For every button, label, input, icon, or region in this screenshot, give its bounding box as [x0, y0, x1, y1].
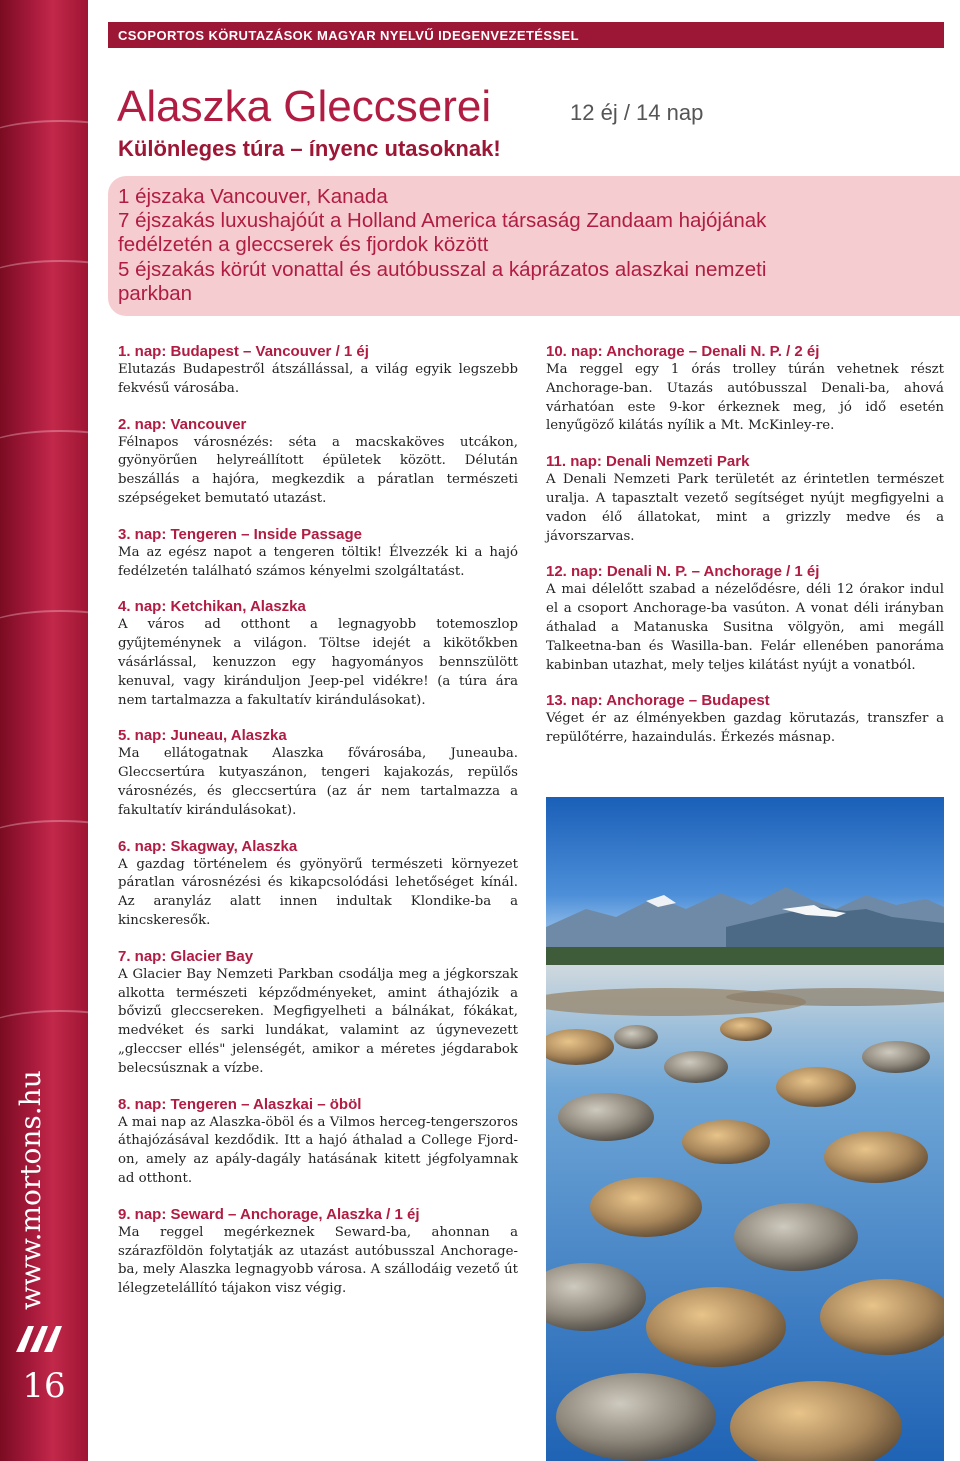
category-banner — [108, 22, 944, 48]
day-title: 8. nap: Tengeren – Alaszkai – öböl — [118, 1095, 362, 1113]
summary-line: 5 éjszakás körút vonattal és autóbusszal a káprázatos alaszkai nemzeti — [118, 258, 767, 281]
ribbon-decoration — [0, 1010, 88, 1052]
day-description: A mai nap az Alaszka-öböl és a Vilmos herceg-tengerszoros áthajózásával kezdődik. Itt a hajó áthalad a College Fjord-on, amely az apály-dagály hatásának kitett jégfolyamnak ad otthont. — [118, 1114, 518, 1186]
day-description: Félnapos városnézés: séta a macskaköves utcákon, gyönyörűen helyreállított épületek között. Délután beszállás a hajóra, megkezdik a páratlan természeti szépségeket bemutató utazást. — [118, 434, 518, 506]
itinerary-right-column — [546, 342, 944, 764]
ribbon-decoration — [0, 120, 88, 162]
day-title: 2. nap: Vancouver — [118, 415, 247, 433]
day-item — [118, 342, 518, 399]
sidebar — [0, 0, 88, 1461]
day-description: A város ad otthont a legnagyobb totemoszlop gyűjteménynek a világon. Töltse idejét a kikötőkben vásárlással, kenuzzon egy hagyományos bennszülött kenuval, vagy kiránduljon Jeep-pel vidékre! (a túra ára nem tartalmazza a fakultatív kirándulásokat). — [118, 617, 518, 708]
page-number: 16 — [22, 1366, 66, 1406]
mortons-logo-icon — [14, 1318, 70, 1358]
ribbon-decoration — [0, 610, 88, 652]
day-title: 11. nap: Denali Nemzeti Park — [546, 453, 750, 471]
day-item — [546, 452, 944, 546]
day-title: 7. nap: Glacier Bay — [118, 947, 254, 965]
day-title: 3. nap: Tengeren – Inside Passage — [118, 525, 362, 543]
summary-line: 7 éjszakás luxushajóút a Holland America társaság Zandaam hajójának — [118, 209, 767, 232]
day-description: A Glacier Bay Nemzeti Parkban csodálja meg a jégkorszak alkotta természeti képződményeket, amint áthajózik a bővizű gleccsereken. Megfigyelheti a bálnákat, fókákat, medvéket és sarki lundákat, valamint az úgynevezett „gleccser ellés" jelenségét, amikor a méretes jégdarabok belecsúsznak a vízbe. — [118, 966, 518, 1076]
day-item — [118, 1205, 518, 1299]
day-item — [118, 525, 518, 582]
day-description: A mai délelőtt szabad a nézelődésre, déli 12 órakor indul el a csoport Anchorage-ba vasúton. A vonat déli irányban áthalad a Matanuska Susitna völgyön, ami megáll Talkeetna-ban és Wasilla-ban. Felár ellenében panoráma kabinban utazhat, mely teljes kilátást nyújt a vonatból. — [546, 582, 944, 673]
banner-text: CSOPORTOS KÖRUTAZÁSOK MAGYAR NYELVŰ IDEGENVEZETÉSSEL — [118, 28, 579, 43]
day-title: 6. nap: Skagway, Alaszka — [118, 837, 298, 855]
day-title: 10. nap: Anchorage – Denali N. P. / 2 éj — [546, 343, 820, 360]
page-title: Alaszka Gleccserei — [117, 82, 492, 131]
day-item — [546, 342, 944, 436]
day-item — [546, 562, 944, 675]
day-item — [118, 726, 518, 820]
day-item — [118, 947, 518, 1079]
trip-summary-box — [108, 176, 960, 316]
ribbon-decoration — [0, 820, 88, 862]
summary-line: 1 éjszaka Vancouver, Kanada — [118, 185, 388, 208]
day-description: A gazdag történelem és gyönyörű természeti környezet páratlan városnézési és kikapcsolódási lehetőséget kínál. Az aranyláz alatt innen indultak Klondike-ba a kincskeresők. — [118, 856, 518, 928]
day-description: Elutazás Budapestről átszállással, a világ egyik legszebb fekvésű városába. — [118, 362, 518, 396]
day-description: Ma az egész napot a tengeren töltik! Élvezzék ki a hajó fedélzetén található számos kényelmi szolgáltatást. — [118, 544, 518, 579]
alaska-landscape-photo — [546, 797, 944, 1461]
trip-duration: 12 éj / 14 nap — [570, 100, 704, 125]
summary-line: parkban — [118, 282, 193, 305]
day-description: Ma reggel egy 1 órás trolley túrán vehetnek részt Anchorage-ban. Utazás autóbusszal Denali-ba, ahová várhatóan este 9-kor érkeznek meg, jó idő esetén lenyűgöző kilátás nyílik a Mt. McKinley-re. — [546, 362, 944, 434]
itinerary-left-column — [118, 342, 518, 1315]
day-title: 9. nap: Seward – Anchorage, Alaszka / 1 éj — [118, 1205, 420, 1223]
day-description: Ma reggel megérkeznek Seward-ba, ahonnan a szárazföldön folytatják az utazást autóbusszal Anchorage-ba, mely Alaszka legnagyobb városa. A szállodáig vezető út lélegzetelállító tájakon visz végig. — [118, 1224, 518, 1297]
day-item — [118, 1095, 518, 1189]
summary-line: fedélzetén a gleccserek és fjordok között — [118, 233, 489, 256]
day-item — [118, 597, 518, 710]
day-title: 12. nap: Denali N. P. – Anchorage / 1 éj — [546, 563, 820, 581]
ribbon-decoration — [0, 430, 88, 472]
day-description: Véget ér az élményekben gazdag körutazás, transzfer a repülőtérre, hazaindulás. Érkezés másnap. — [546, 711, 944, 746]
day-title: 4. nap: Ketchikan, Alaszka — [118, 598, 306, 616]
day-item — [118, 837, 518, 931]
website-url: www.mortons.hu — [14, 1070, 47, 1310]
day-title: 1. nap: Budapest – Vancouver / 1 éj — [118, 343, 369, 360]
day-item — [546, 691, 944, 748]
page-subtitle: Különleges túra – ínyenc utasoknak! — [118, 136, 501, 161]
ribbon-decoration — [0, 260, 88, 302]
day-item — [118, 415, 518, 509]
day-description: A Denali Nemzeti Park területét az érintetlen természet uralja. A tapasztalt vezető segítséget nyújt megfigyelni a vadon élő állatokat, mint a grizzly medve és a jávorszarvas. — [546, 472, 944, 544]
day-title: 13. nap: Anchorage – Budapest — [546, 692, 770, 710]
day-description: Ma ellátogatnak Alaszka fővárosába, Juneauba. Gleccsertúra kutyaszánon, tengeri kajakozás, repülős városnézés, és gleccsertúra (az ár nem tartalmazza a fakultatív kirándulásokat). — [118, 746, 518, 818]
day-title: 5. nap: Juneau, Alaszka — [118, 727, 287, 745]
